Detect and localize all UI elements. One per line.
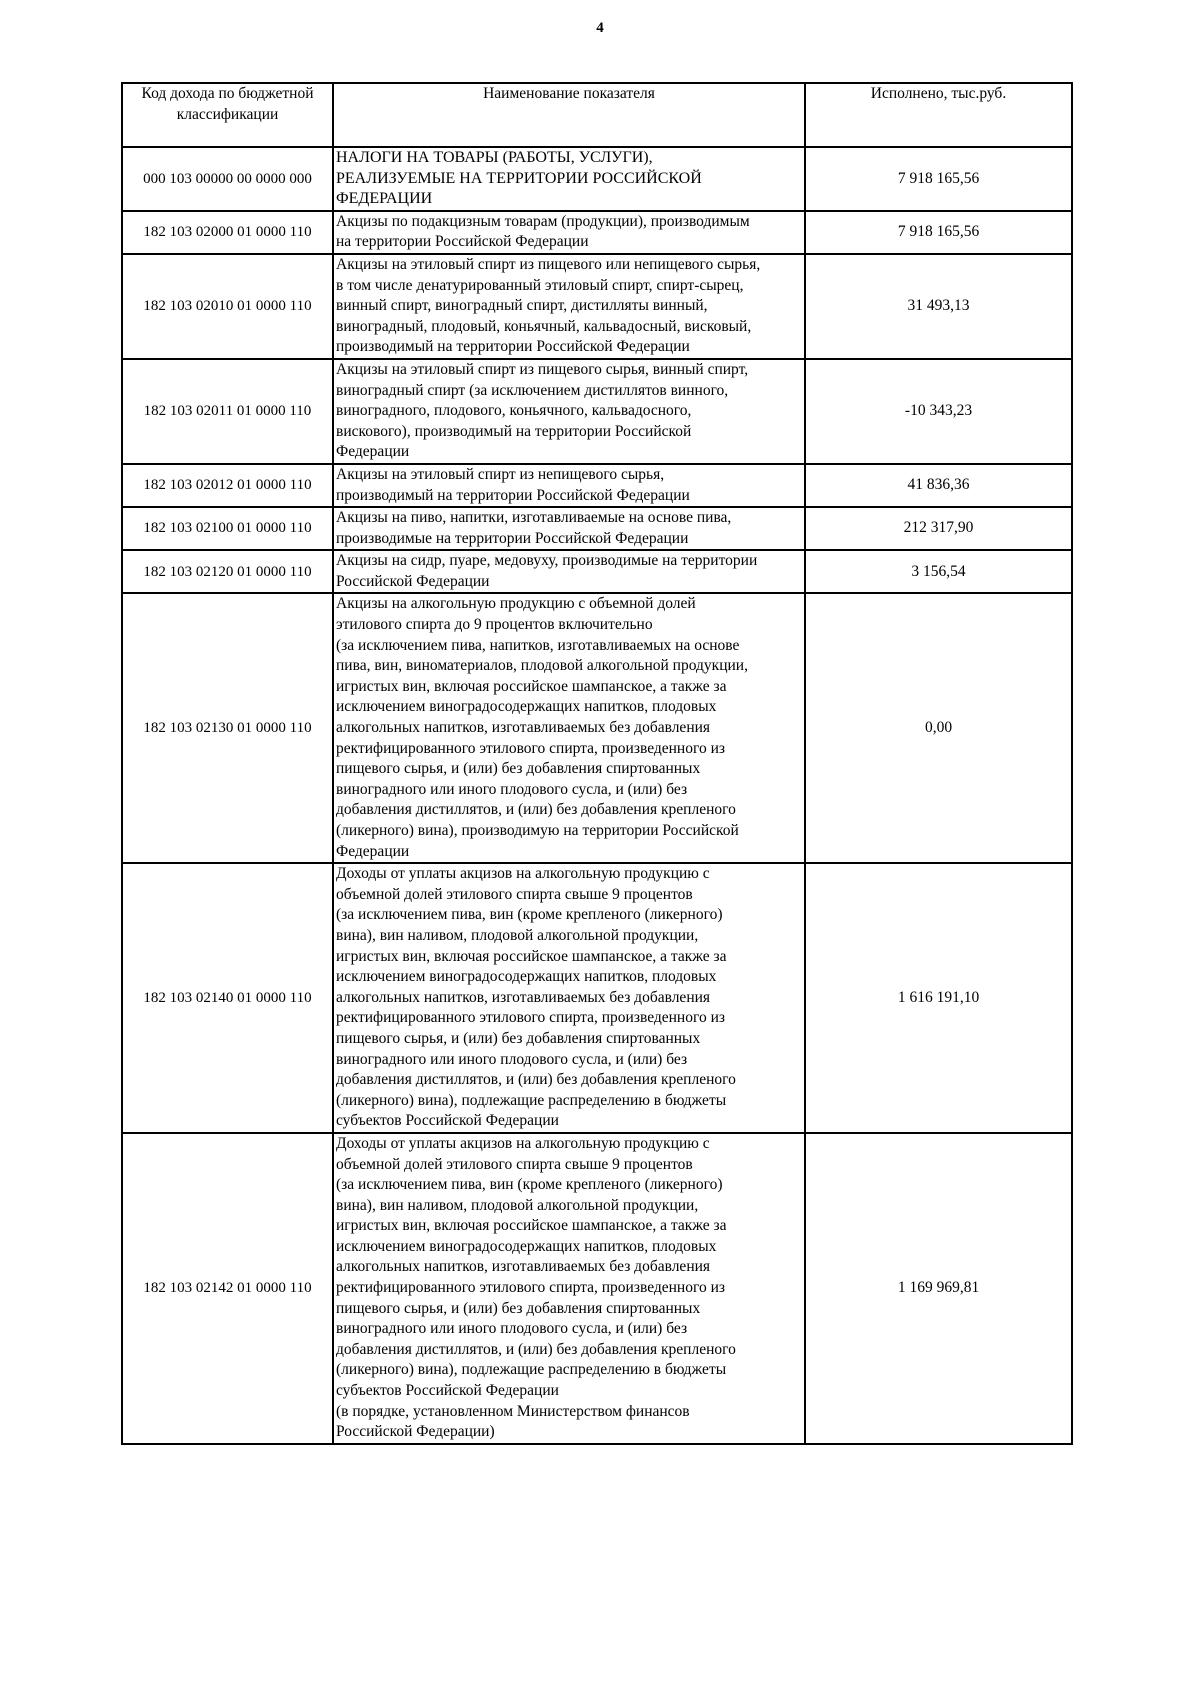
cell-value: 3 156,54	[805, 550, 1072, 593]
cell-value: 31 493,13	[805, 254, 1072, 359]
cell-name-line: добавления дистиллятов, и (или) без добавления крепленого	[336, 1071, 736, 1089]
cell-name-line: виноградного или иного плодового сусла, и (или) без	[336, 1320, 688, 1338]
cell-name-line: РЕАЛИЗУЕМЫЕ НА ТЕРРИТОРИИ РОССИЙСКОЙ	[336, 169, 702, 187]
cell-name-line: НАЛОГИ НА ТОВАРЫ (РАБОТЫ, УСЛУГИ),	[336, 149, 653, 166]
page-number: 4	[596, 20, 604, 36]
cell-name-line: Акцизы на сидр, пуаре, медовуху, производимые на территории	[336, 552, 758, 570]
cell-value: 41 836,36	[805, 464, 1072, 507]
cell-value: 7 918 165,56	[805, 147, 1072, 211]
cell-value: 1 616 191,10	[805, 863, 1072, 1133]
cell-code: 182 103 02130 01 0000 110	[122, 593, 333, 863]
cell-name-line: (ликерного) вина), подлежащие распределению в бюджеты	[336, 1361, 727, 1379]
cell-name-line: Акцизы на этиловый спирт из пищевого сырья, винный спирт,	[336, 360, 749, 378]
cell-name-line: игристых вин, включая российское шампанское, а также за	[336, 1217, 727, 1235]
cell-name-line: производимый на территории Российской Федерации	[336, 338, 690, 356]
cell-code: 182 103 02100 01 0000 110	[122, 507, 333, 550]
cell-name-line: пищевого сырья, и (или) без добавления спиртованных	[336, 760, 701, 778]
cell-code: 182 103 02120 01 0000 110	[122, 550, 333, 593]
table-row	[122, 254, 1072, 359]
cell-code: 182 103 02000 01 0000 110	[122, 211, 333, 254]
cell-code: 182 103 02010 01 0000 110	[122, 254, 333, 359]
cell-name-line: алкогольных напитков, изготавливаемых без добавления	[336, 719, 711, 737]
cell-name-line: Акцизы на пиво, напитки, изготавливаемые на основе пива,	[336, 509, 732, 527]
cell-name-line: Российской Федерации)	[336, 1423, 495, 1441]
cell-name-line: Федерации	[336, 443, 410, 461]
cell-name-line: Акцизы по подакцизным товарам (продукции), производимым	[336, 212, 750, 230]
cell-name	[333, 254, 805, 359]
cell-name-line: алкогольных напитков, изготавливаемых без добавления	[336, 988, 711, 1006]
table-row	[122, 147, 1072, 211]
cell-name-line: виноградного или иного плодового сусла, и (или) без	[336, 1050, 688, 1068]
cell-name-line: виноградный, плодовый, коньячный, кальвадосный, висковый,	[336, 317, 752, 335]
cell-name-line: исключением виноградосодержащих напитков, плодовых	[336, 968, 717, 986]
cell-name-line: субъектов Российской Федерации	[336, 1112, 559, 1130]
cell-name-line: вина), вин наливом, плодовой алкогольной продукции,	[336, 926, 699, 944]
cell-name-line: пива, вин, виноматериалов, плодовой алкогольной продукции,	[336, 657, 748, 675]
cell-code: 182 103 02140 01 0000 110	[122, 863, 333, 1133]
table-row	[122, 1133, 1072, 1444]
table-row	[122, 863, 1072, 1133]
cell-name-line: виноградного или иного плодового сусла, и (или) без	[336, 780, 688, 798]
cell-value: 0,00	[805, 593, 1072, 863]
cell-name-line: игристых вин, включая российское шампанское, а также за	[336, 947, 727, 965]
table-row	[122, 593, 1072, 863]
cell-name-line: (ликерного) вина), подлежащие распределению в бюджеты	[336, 1091, 727, 1109]
cell-name-line: вина), вин наливом, плодовой алкогольной продукции,	[336, 1196, 699, 1214]
cell-name-line: исключением виноградосодержащих напитков, плодовых	[336, 698, 717, 716]
cell-value: -10 343,23	[805, 359, 1072, 464]
cell-name-line: (ликерного) вина), производимую на территории Российской	[336, 822, 739, 839]
cell-name-line: объемной долей этилового спирта свыше 9 процентов	[336, 1155, 693, 1173]
cell-name-line: игристых вин, включая российское шампанское, а также за	[336, 677, 727, 695]
cell-name-line: ректифицированного этилового спирта, произведенного из	[336, 1009, 725, 1027]
table-row	[122, 359, 1072, 464]
cell-name-line: Акцизы на этиловый спирт из непищевого сырья,	[336, 465, 665, 483]
cell-name-line: на территории Российской Федерации	[336, 233, 589, 251]
revenue-table	[121, 82, 1073, 1445]
cell-name-line: Акцизы на этиловый спирт из пищевого или непищевого сырья,	[336, 255, 761, 273]
cell-name-line: алкогольных напитков, изготавливаемых без добавления	[336, 1258, 711, 1276]
cell-name-line: в том числе денатурированный этиловый спирт, спирт-сырец,	[336, 276, 744, 294]
cell-value: 1 169 969,81	[805, 1133, 1072, 1444]
cell-name-line: пищевого сырья, и (или) без добавления спиртованных	[336, 1029, 701, 1047]
cell-code: 182 103 02142 01 0000 110	[122, 1133, 333, 1444]
cell-code: 182 103 02012 01 0000 110	[122, 464, 333, 507]
cell-name-line: добавления дистиллятов, и (или) без добавления крепленого	[336, 801, 736, 819]
cell-name-line: Федерации	[336, 842, 410, 860]
cell-name-line: вискового), производимый на территории Российской	[336, 422, 692, 440]
cell-name-line: объемной долей этилового спирта свыше 9 процентов	[336, 885, 693, 903]
table-header-row	[122, 83, 1072, 147]
cell-name	[333, 507, 805, 550]
cell-code: 000 103 00000 00 0000 000	[122, 147, 333, 211]
cell-name-line: виноградный спирт (за исключением дистиллятов винного,	[336, 381, 729, 399]
cell-name-line: производимые на территории Российской Федерации	[336, 529, 689, 547]
cell-name-line: (в порядке, установленном Министерством финансов	[336, 1402, 690, 1420]
cell-code: 182 103 02011 01 0000 110	[122, 359, 333, 464]
cell-name-line: (за исключением пива, напитков, изготавливаемых на основе	[336, 636, 740, 654]
cell-name-line: этилового спирта до 9 процентов включительно	[336, 616, 653, 634]
table-row	[122, 211, 1072, 254]
table-row	[122, 464, 1072, 507]
cell-name	[333, 550, 805, 593]
cell-name-line: ФЕДЕРАЦИИ	[336, 190, 433, 208]
cell-name-line: виноградного, плодового, коньячного, кальвадосного,	[336, 402, 692, 420]
cell-name-line: Акцизы на алкогольную продукцию с объемной долей	[336, 595, 696, 613]
header-name: Наименование показателя	[333, 83, 805, 147]
cell-name	[333, 863, 805, 1133]
header-code: Код дохода по бюджетной классификации	[122, 83, 333, 147]
cell-name-line: субъектов Российской Федерации	[336, 1382, 559, 1400]
cell-name-line: (за исключением пива, вин (кроме крепленого (ликерного)	[336, 906, 723, 924]
cell-name	[333, 211, 805, 254]
cell-name-line: исключением виноградосодержащих напитков, плодовых	[336, 1237, 717, 1255]
cell-name-line: ректифицированного этилового спирта, произведенного из	[336, 1279, 725, 1297]
cell-name	[333, 359, 805, 464]
cell-name	[333, 1133, 805, 1444]
cell-value: 7 918 165,56	[805, 211, 1072, 254]
cell-name-line: винный спирт, виноградный спирт, дистилляты винный,	[336, 297, 708, 315]
cell-name-line: ректифицированного этилового спирта, произведенного из	[336, 739, 725, 757]
table-row	[122, 550, 1072, 593]
cell-name-line: Доходы от уплаты акцизов на алкогольную продукцию с	[336, 1134, 710, 1152]
cell-name-line: Российской Федерации	[336, 572, 490, 590]
cell-name	[333, 464, 805, 507]
table-row	[122, 507, 1072, 550]
header-value: Исполнено, тыс.руб.	[805, 83, 1072, 147]
cell-name	[333, 593, 805, 863]
cell-name-line: добавления дистиллятов, и (или) без добавления крепленого	[336, 1340, 736, 1358]
cell-name-line: Доходы от уплаты акцизов на алкогольную продукцию с	[336, 865, 710, 883]
cell-value: 212 317,90	[805, 507, 1072, 550]
cell-name-line: (за исключением пива, вин (кроме крепленого (ликерного)	[336, 1176, 723, 1194]
cell-name	[333, 147, 805, 211]
cell-name-line: производимый на территории Российской Федерации	[336, 486, 690, 504]
cell-name-line: пищевого сырья, и (или) без добавления спиртованных	[336, 1299, 701, 1317]
